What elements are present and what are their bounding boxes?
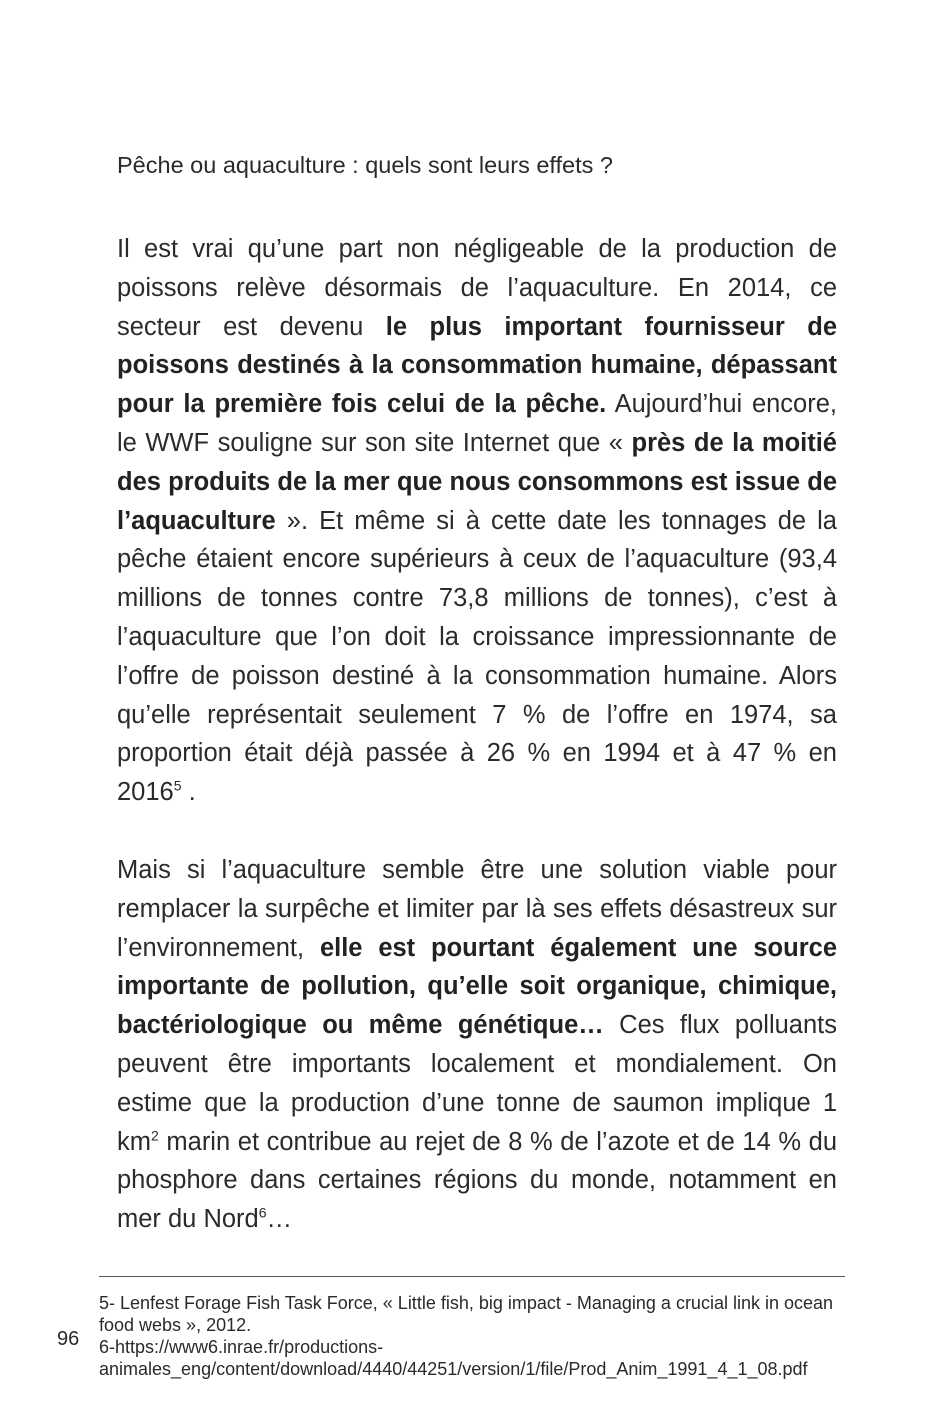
p2-text-1: Mais si l’aquaculture semble être une solution viable pour remplacer la surpêche et limiter par là ses effets désastreux sur l’environnement, (117, 856, 837, 962)
p1-text-4: . (181, 778, 196, 807)
p2-bold-1: elle est pourtant également une source importante de pollution, qu’elle soit organique, chimique, bactériologique ou même génétique… (117, 933, 837, 1040)
p1-text-2: Aujourd’hui encore, le WWF souligne sur son site Internet que « (117, 390, 837, 457)
paragraph-1 (117, 230, 837, 812)
footnote-6[interactable]: 6-https://www6.inrae.fr/productions-animales_eng/content/download/4440/44251/version/1/file/Prod_Anim_1991_4_1_08.pdf (99, 1337, 808, 1379)
p2-text-3: marin et contribue au rejet de 8 % de l’azote et de 14 % du phosphore dans certaines régions du monde, notamment en mer du Nord (117, 1127, 837, 1234)
p1-bold-2: près de la moitié des produits de la mer que nous consommons est issue de l’aquaculture (117, 428, 837, 535)
p2-text-2: Ces flux polluants peuvent être importants localement et mondialement. On estime que la production d’une tonne de saumon implique 1 km (117, 1011, 838, 1156)
page-number: 96 (57, 1328, 80, 1350)
p1-text-3: ». Et même si à cette date les tonnages de la pêche étaient encore supérieurs à ceux de l’aquaculture (93,4 millions de tonnes contre 73,8 millions de tonnes), c’est à l’aquaculture que l’on doit la croissance impressionnante de l’offre de poisson destiné à la consommation humaine. Alors qu’elle représentait seulement 7 % de l’offre en 1974, sa proportion était déjà passée à 26 % en 1994 et à 47 % en 2016 (117, 506, 837, 807)
footnote-5: 5- Lenfest Forage Fish Task Force, « Little fish, big impact - Managing a crucial link in ocean food webs », 2012. (99, 1293, 834, 1335)
footnote-divider (99, 1276, 845, 1277)
p1-bold-1: le plus important fournisseur de poissons destinés à la consommation humaine, dépassant pour la première fois celui de la pêche. (117, 312, 837, 419)
footnote-ref-5[interactable]: 5 (173, 777, 182, 794)
footnote-ref-6[interactable]: 6 (258, 1204, 267, 1221)
paragraph-2 (117, 851, 837, 1239)
footnotes (99, 1292, 849, 1380)
superscript-2: 2 (151, 1127, 159, 1144)
p1-text-1: Il est vrai qu’une part non négligeable de la production de poissons relève désormais de l’aquaculture. En 2014, ce secteur est devenu (117, 235, 837, 341)
p2-text-4: … (266, 1205, 293, 1234)
section-heading: Pêche ou aquaculture : quels sont leurs effets ? (117, 152, 614, 178)
